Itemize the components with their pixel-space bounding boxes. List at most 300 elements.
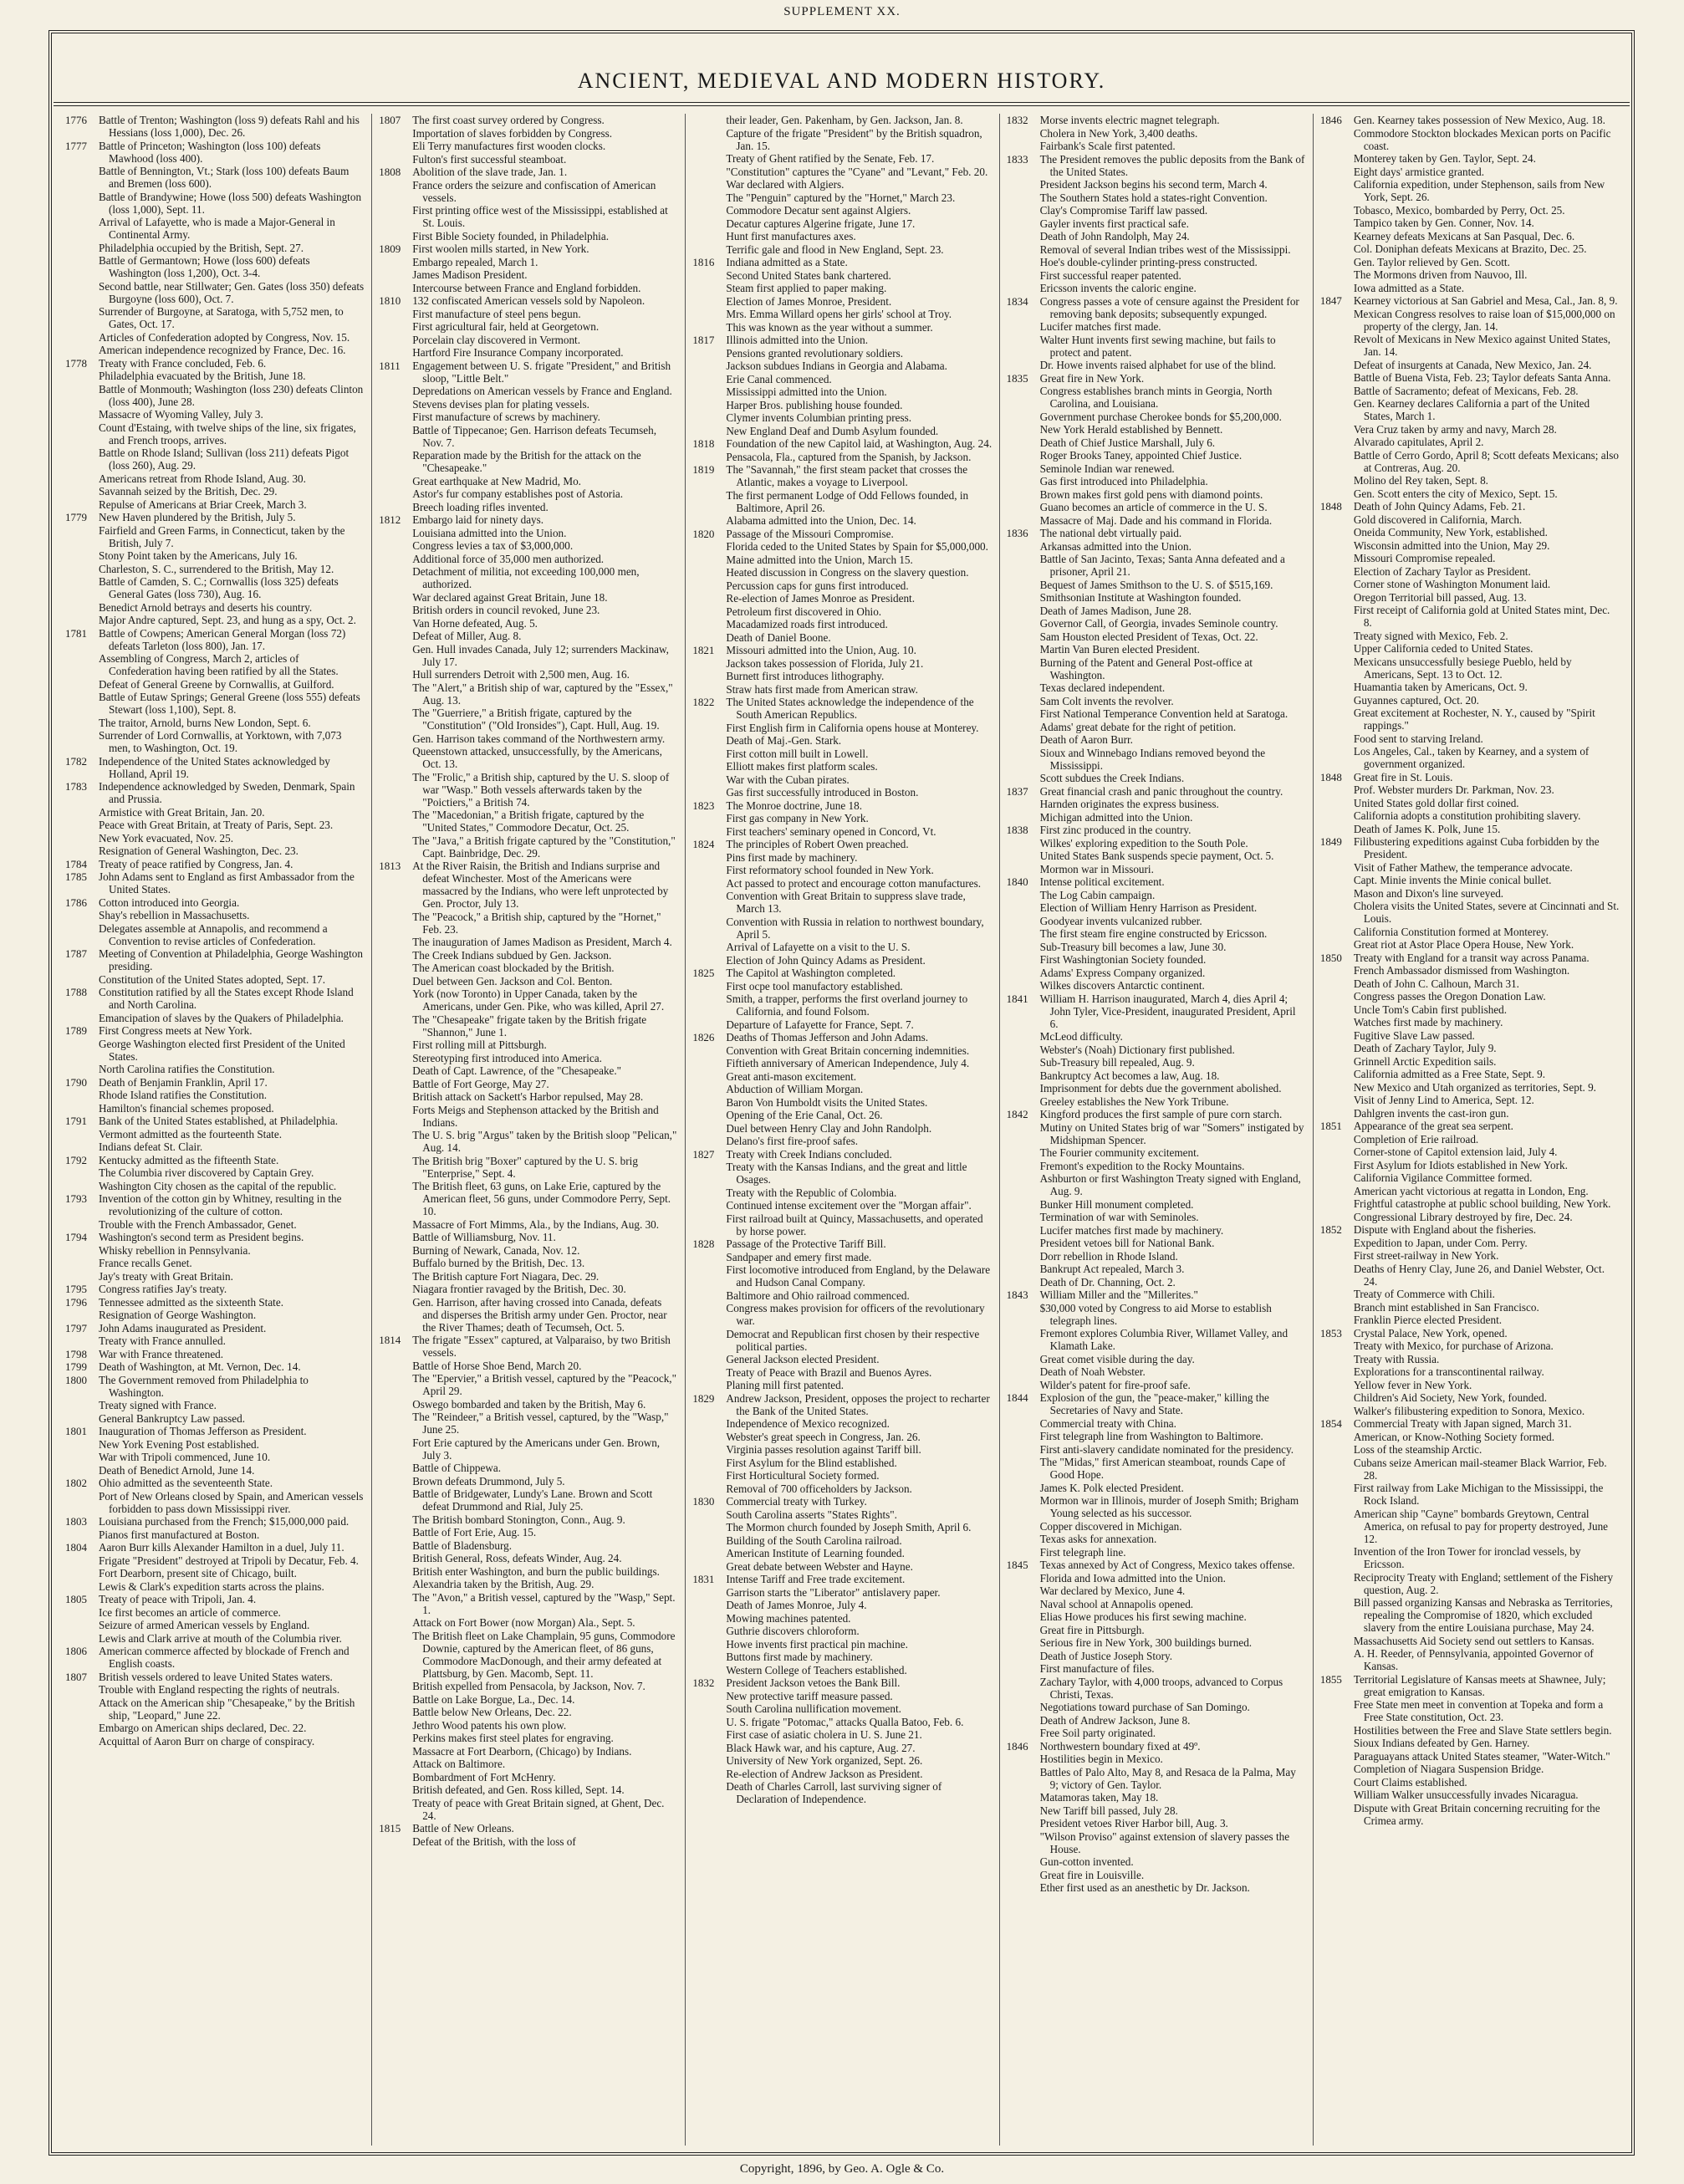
entry-text: Explosion of the gun, the "peace-maker," killing the Secretaries of Navy and State. [1039, 1391, 1269, 1416]
history-entry [692, 308, 992, 320]
entry-year: 1832 [692, 1676, 715, 1689]
history-entry [65, 446, 365, 472]
entry-text: Mutiny on United States brig of war "Somers" instigated by Midshipman Spencer. [1039, 1120, 1304, 1146]
history-entry [65, 691, 365, 716]
history-entry [379, 1372, 678, 1397]
history-entry [379, 591, 678, 604]
entry-text: Buttons first made by machinery. [726, 1651, 873, 1663]
entry-year: 1837 [1006, 784, 1028, 798]
history-entry [65, 819, 365, 831]
entry-text: Guano becomes an article of commerce in the U. S. [1039, 501, 1268, 513]
entry-text: Mrs. Emma Willard opens her girls' school at Troy. [726, 308, 952, 320]
entry-text: Convention with Russia in relation to northwest boundary, April 5. [726, 915, 984, 941]
entry-text: Missouri admitted into the Union, Aug. 10. [726, 644, 916, 656]
entry-text: This was known as the year without a summer. [726, 320, 933, 334]
history-entry [379, 204, 678, 229]
entry-text: Depredations on American vessels by France and England. [412, 385, 672, 397]
history-entry [692, 334, 992, 346]
history-entry [1320, 152, 1620, 165]
entry-text: Invention of the cotton gin by Whitney, resulting in the revolutionizing of the culture of cotton. [99, 1192, 342, 1217]
entry-year: 1816 [692, 256, 715, 268]
entry-text: Resignation of George Washington. [99, 1309, 257, 1321]
entry-text: The "Peacock," a British ship, captured by the "Hornet," Feb. 23. [412, 910, 661, 936]
entry-text: Florida ceded to the United States by Spain for $5,000,000. [726, 540, 988, 553]
history-entry [692, 437, 992, 450]
entry-text: Embargo repealed, March 1. [412, 255, 538, 268]
entry-text: Foundation of the new Capitol laid, at Washington, Aug. 24. [726, 437, 993, 450]
history-entry [1320, 1171, 1620, 1184]
history-entry [65, 1451, 365, 1463]
history-entry [692, 411, 992, 424]
history-entry [379, 513, 678, 526]
entry-text: Philadelphia occupied by the British, Sept. 27. [99, 241, 304, 254]
history-entry [1320, 1146, 1620, 1158]
entry-text: Free State men meet in convention at Topeka and form a Free State constitution, Oct. 23. [1353, 1698, 1604, 1723]
history-entry [692, 631, 992, 644]
entry-text: The U. S. brig "Argus" taken by the British sloop "Pelican," Aug. 14. [412, 1129, 677, 1154]
entry-text: Embargo on American ships declared, Dec. 22. [99, 1722, 307, 1734]
entry-text: Departure of Lafayette for France, Sept. 7. [726, 1018, 914, 1031]
entry-text: The "Avon," a British vessel, captured by the "Wasp," Sept. 1. [412, 1590, 676, 1616]
history-entry [1007, 927, 1306, 940]
entry-text: Porcelain clay discovered in Vermont. [412, 333, 581, 346]
history-entry [1007, 643, 1306, 656]
entry-text: Burning of Newark, Canada, Nov. 12. [412, 1243, 580, 1257]
history-entry [692, 812, 992, 824]
entry-text: The Capitol at Washington completed. [726, 967, 896, 979]
entry-text: American independence recognized by France, Dec. 16. [99, 344, 346, 356]
history-entry [1320, 1391, 1620, 1404]
history-entry [1007, 1030, 1306, 1043]
entry-text: Revolt of Mexicans in New Mexico against United States, Jan. 14. [1353, 333, 1611, 358]
history-entry [1007, 1121, 1306, 1146]
history-entry [1007, 1302, 1306, 1327]
history-entry [379, 1552, 678, 1564]
entry-text: Webster's (Noah) Dictionary first published. [1039, 1043, 1235, 1056]
history-entry [1007, 747, 1306, 772]
history-entry [1320, 1431, 1620, 1443]
entry-text: The Columbia river discovered by Captain Grey. [99, 1166, 314, 1179]
column-2 [372, 114, 686, 2146]
entry-year: 1787 [65, 947, 87, 960]
entry-text: Clymer invents Columbian printing press. [726, 411, 912, 424]
history-entry [379, 1411, 678, 1436]
entry-text: First woolen mills started, in New York. [412, 242, 589, 255]
history-entry [65, 1348, 365, 1360]
entry-text: Illinois admitted into the Union. [726, 334, 868, 346]
history-entry [1007, 1701, 1306, 1713]
entry-text: Cholera in New York, 3,400 deaths. [1039, 126, 1198, 140]
history-entry [1320, 604, 1620, 629]
entry-text: First receipt of California gold at United States mint, Dec. 8. [1353, 604, 1610, 629]
history-entry [379, 527, 678, 539]
entry-text: Sioux Indians defeated by Gen. Harney. [1353, 1737, 1530, 1749]
history-entry [692, 191, 992, 204]
history-entry [1320, 1133, 1620, 1146]
entry-text: Western College of Teachers established. [726, 1663, 907, 1676]
entry-text: Election of John Quincy Adams as President. [726, 953, 926, 967]
entry-text: First anti-slavery candidate nominated for the presidency. [1039, 1442, 1294, 1456]
history-entry [379, 1513, 678, 1526]
history-entry [1007, 1456, 1306, 1481]
entry-text: Mexicans unsuccessfully besiege Pueblo, held by Americans, Sept. 13 to Oct. 12. [1353, 655, 1572, 681]
entry-text: Appearance of the great sea serpent. [1353, 1120, 1513, 1132]
history-entry [1320, 1571, 1620, 1596]
entry-year: 1803 [65, 1515, 87, 1528]
history-entry [692, 1148, 992, 1161]
history-entry [65, 1580, 365, 1593]
history-entry [379, 630, 678, 642]
history-entry [65, 1399, 365, 1411]
history-entry [1007, 488, 1306, 501]
history-entry [65, 1038, 365, 1063]
entry-text: Trouble with the French Ambassador, Genet. [99, 1217, 297, 1231]
entry-text: Treaty of Peace with Brazil and Buenos Ayres. [726, 1365, 932, 1379]
entry-text: Scott subdues the Creek Indians. [1039, 772, 1185, 784]
history-entry [65, 755, 365, 780]
history-entry [65, 165, 365, 190]
entry-year: 1810 [379, 294, 401, 307]
entry-text: North Carolina ratifies the Constitution. [99, 1063, 275, 1075]
entry-year: 1811 [379, 359, 401, 372]
history-entry [692, 1560, 992, 1573]
entry-year: 1807 [379, 114, 401, 126]
history-entry [692, 760, 992, 773]
entry-text: New York evacuated, Nov. 25. [99, 831, 234, 845]
entry-text: Arkansas admitted into the Union. [1039, 539, 1192, 553]
history-entry [1007, 707, 1306, 720]
history-entry [379, 346, 678, 359]
history-entry [65, 1541, 365, 1554]
history-entry [692, 1690, 992, 1702]
history-entry [1007, 178, 1306, 191]
history-entry [1320, 1789, 1620, 1801]
history-entry [65, 1374, 365, 1399]
history-entry [1320, 1003, 1620, 1016]
entry-text: Queenstown attacked, unsuccessfully, by the Americans, Oct. 13. [412, 745, 662, 770]
entry-text: Guyannes captured, Oct. 20. [1353, 693, 1479, 707]
history-entry [1320, 1673, 1620, 1698]
entry-text: Great fire in Louisville. [1039, 1868, 1145, 1881]
entry-text: Hostilities between the Free and Slave State settlers begin. [1353, 1723, 1612, 1737]
entry-text: Forts Meigs and Stephenson attacked by the British and Indians. [412, 1103, 659, 1129]
history-entry [65, 1128, 365, 1140]
entry-text: Delano's first fire-proof safes. [726, 1135, 859, 1147]
history-entry [1320, 964, 1620, 977]
entry-text: Battle of Bladensburg. [412, 1538, 512, 1552]
entry-text: Free Soil party originated. [1039, 1727, 1156, 1739]
entry-text: The "Reindeer," a British vessel, captured, by the "Wasp," June 25. [412, 1411, 669, 1436]
history-entry [1007, 798, 1306, 810]
entry-text: Ashburton or first Washington Treaty signed with England, Aug. 9. [1039, 1172, 1301, 1197]
history-entry [379, 411, 678, 423]
entry-text: Completion of Niagara Suspension Bridge. [1353, 1763, 1544, 1775]
entry-text: John Adams inaugurated as President. [99, 1321, 267, 1334]
entry-text: their leader, Gen. Pakenham, by Gen. Jackson, Jan. 8. [726, 114, 963, 126]
entry-text: Kearney victorious at San Gabriel and Mesa, Cal., Jan. 8, 9. [1353, 294, 1618, 307]
entry-text: Treaty of Ghent ratified by the Senate, Feb. 17. [726, 152, 935, 165]
history-entry [1007, 1559, 1306, 1571]
history-entry [692, 864, 992, 876]
entry-text: Harnden originates the express business. [1039, 798, 1219, 810]
entry-text: Sioux and Winnebago Indians removed beyond the Mississippi. [1039, 746, 1266, 772]
entry-year: 1807 [65, 1670, 87, 1683]
entry-text: Fremont's expedition to the Rocky Mountains. [1039, 1159, 1245, 1172]
entry-text: The President removes the public deposits from the Bank of the United States. [1039, 152, 1305, 178]
history-entry [692, 954, 992, 967]
history-entry [65, 498, 365, 511]
history-entry [1320, 681, 1620, 693]
history-entry [692, 1135, 992, 1147]
entry-year: 1795 [65, 1283, 87, 1295]
history-entry [65, 1218, 365, 1231]
entry-text: Howe invents first practical pin machine. [726, 1637, 908, 1651]
history-entry [692, 1251, 992, 1263]
entry-year: 1814 [379, 1334, 401, 1346]
history-entry [692, 1664, 992, 1676]
entry-text: British defeated, and Gen. Ross killed, Sept. 14. [412, 1783, 625, 1796]
entry-text: Battle of Cowpens; American General Morgan (loss 72) defeats Tarleton (loss 800), Jan. 17. [99, 626, 346, 652]
history-entry [1007, 1044, 1306, 1056]
history-entry [692, 696, 992, 721]
history-entry [65, 408, 365, 421]
history-entry [1320, 1802, 1620, 1827]
history-entry [1007, 772, 1306, 784]
history-entry [1320, 977, 1620, 990]
history-entry [65, 1735, 365, 1748]
entry-text: Battle of Brandywine; Howe (loss 500) defeats Washington (loss 1,000), Sept. 11. [99, 190, 362, 216]
history-entry [1320, 127, 1620, 152]
entry-text: Jethro Wood patents his own plow. [412, 1718, 567, 1732]
entry-text: Stereotyping first introduced into America. [412, 1051, 602, 1064]
entry-text: Treaty with Mexico, for purchase of Arizona. [1353, 1339, 1554, 1352]
history-entry [65, 370, 365, 382]
history-entry [1007, 1069, 1306, 1082]
entry-text: Hamilton's financial schemes proposed. [99, 1101, 274, 1115]
history-entry [692, 1780, 992, 1805]
history-entry [65, 1257, 365, 1269]
entry-text: First railway from Lake Michigan to the Mississippi, the Rock Island. [1353, 1482, 1604, 1507]
history-entry [65, 114, 365, 139]
history-entry [379, 975, 678, 987]
history-entry [1320, 256, 1620, 268]
entry-text: William H. Harrison inaugurated, March 4, dies April 4; John Tyler, Vice-President, inaugurated President, April 6. [1039, 992, 1296, 1030]
history-entry [692, 295, 992, 308]
entry-text: The British capture Fort Niagara, Dec. 29. [412, 1269, 600, 1283]
entry-year: 1789 [65, 1024, 87, 1037]
history-entry [1320, 268, 1620, 281]
entry-text: Lewis & Clark's expedition starts across the plains. [99, 1579, 324, 1593]
entry-text: President vetoes River Harbor bill, Aug. 3. [1039, 1817, 1228, 1829]
entry-text: Seizure of armed American vessels by England. [99, 1619, 310, 1631]
entry-text: Serious fire in New York, 300 buildings burned. [1039, 1636, 1253, 1649]
entry-text: Gen. Hull invades Canada, July 12; surrenders Mackinaw, July 17. [412, 642, 669, 668]
entry-text: Guthrie discovers chloroform. [726, 1625, 860, 1637]
entry-text: Battle of New Orleans. [412, 1822, 514, 1834]
entry-year: 1825 [692, 967, 715, 979]
entry-year: 1831 [692, 1573, 715, 1585]
history-entry [1320, 707, 1620, 732]
entry-text: The Monroe doctrine, June 18. [726, 799, 863, 812]
history-entry [1007, 1520, 1306, 1533]
history-entry [692, 451, 992, 463]
history-entry [379, 1487, 678, 1513]
history-entry [1007, 1379, 1306, 1391]
entry-text: Surrender of Lord Cornwallis, at Yorktown, with 7,073 men, to Washington, Oct. 19. [99, 729, 342, 754]
history-entry [65, 485, 365, 498]
history-entry [65, 331, 365, 344]
entry-year: 1797 [65, 1321, 87, 1334]
entry-text: Fairfield and Green Farms, in Connecticut, taken by the British, July 7. [99, 523, 345, 549]
entry-text: Hartford Fire Insurance Company incorporated. [412, 346, 624, 359]
entry-year: 1834 [1006, 294, 1028, 308]
entry-text: Battle of Monmouth; Washington (loss 230) defeats Clinton (loss 400), June 28. [99, 382, 364, 408]
entry-text: Congress levies a tax of $3,000,000. [412, 539, 574, 552]
history-entry [65, 280, 365, 305]
history-entry [1007, 1636, 1306, 1649]
history-entry [1320, 436, 1620, 448]
history-entry [1007, 979, 1306, 992]
entry-text: First Bible Society founded, in Philadelphia. [412, 229, 609, 242]
entry-text: Greeley establishes the New York Tribune. [1039, 1095, 1229, 1108]
entry-text: Mason and Dixon's line surveyed. [1353, 886, 1504, 900]
history-entry [692, 1599, 992, 1611]
history-entry [1007, 359, 1306, 371]
history-entry [692, 425, 992, 437]
entry-text: Texas annexed by Act of Congress, Mexico takes offense. [1039, 1559, 1295, 1571]
history-entry [379, 475, 678, 487]
history-entry [1007, 1211, 1306, 1223]
entry-year: 1798 [65, 1347, 87, 1360]
entry-text: Delegates assemble at Annapolis, and recommend a Convention to revise articles of Confederation. [99, 921, 328, 947]
entry-year: 1799 [65, 1360, 87, 1373]
entry-text: Iowa admitted as a State. [1353, 281, 1465, 294]
entry-text: Battle of Tippecanoe; Gen. Harrison defeats Tecumseh, Nov. 7. [412, 423, 657, 449]
entry-text: Oneida Community, New York, established. [1353, 526, 1548, 538]
history-entry [1007, 1417, 1306, 1430]
history-entry [692, 114, 992, 126]
history-entry [1007, 1753, 1306, 1765]
history-entry [1320, 1223, 1620, 1236]
entry-text: British enter Washington, and burn the public buildings. [412, 1564, 660, 1578]
history-entry [692, 773, 992, 786]
entry-text: Independence acknowledged by Sweden, Denmark, Spain and Prussia. [99, 780, 355, 805]
history-entry [1007, 1869, 1306, 1881]
history-entry [692, 204, 992, 217]
entry-text: John Adams sent to England as first Ambassador from the United States. [99, 870, 355, 896]
entry-text: Petroleum first discovered in Ohio. [726, 605, 882, 618]
history-entry [65, 549, 365, 562]
entry-text: Great anti-mason excitement. [726, 1069, 857, 1083]
entry-text: Great fire in Pittsburgh. [1039, 1623, 1145, 1636]
history-entry [1320, 1596, 1620, 1634]
history-entry [1007, 475, 1306, 487]
entry-text: Death of Aaron Burr. [1039, 733, 1133, 746]
history-entry [692, 566, 992, 579]
entry-text: Great fire in New York. [1039, 371, 1145, 385]
entry-year: 1836 [1006, 527, 1028, 539]
entry-text: First National Temperance Convention held at Saratoga. [1039, 707, 1289, 720]
entry-text: Governor Call, of Georgia, invades Seminole country. [1039, 617, 1278, 630]
history-entry [1320, 578, 1620, 590]
history-entry [692, 1495, 992, 1508]
history-entry [692, 243, 992, 256]
history-entry [379, 385, 678, 397]
entry-text: The first coast survey ordered by Congress. [412, 114, 605, 126]
entry-text: Louisiana admitted into the Union. [412, 526, 567, 539]
entry-text: The British fleet, 63 guns, on Lake Erie, captured by the American fleet, 56 guns, under Commodore Perry, Sept. 10. [412, 1180, 671, 1217]
history-entry [65, 1464, 365, 1477]
entry-text: Dispute with England about the fisheries. [1353, 1223, 1537, 1236]
history-entry [379, 1783, 678, 1796]
entry-text: Sam Houston elected President of Texas, Oct. 22. [1039, 630, 1258, 643]
entry-text: Attack on Fort Bower (now Morgan) Ala., Sept. 5. [412, 1616, 635, 1629]
entry-year: 1821 [692, 644, 715, 656]
entry-text: Stevens devises plan for plating vessels. [412, 397, 589, 411]
entry-text: Death of John Randolph, May 24. [1039, 230, 1190, 242]
entry-text: Pensions granted revolutionary soldiers. [726, 346, 904, 360]
history-entry [692, 890, 992, 915]
history-entry [65, 1166, 365, 1179]
history-entry [1320, 1339, 1620, 1352]
history-entry [1320, 694, 1620, 707]
history-entry [1320, 1353, 1620, 1365]
history-entry [65, 421, 365, 446]
entry-year: 1785 [65, 870, 87, 883]
entry-text: First telegraph line from Washington to Baltimore. [1039, 1430, 1263, 1442]
entry-text: Great earthquake at New Madrid, Mo. [412, 474, 581, 487]
entry-text: Death of Noah Webster. [1039, 1365, 1146, 1378]
entry-text: Negotiations toward purchase of San Domingo. [1039, 1701, 1250, 1713]
history-entry [692, 605, 992, 618]
history-entry [379, 1565, 678, 1578]
entry-year: 1828 [692, 1237, 715, 1250]
entry-text: Fugitive Slave Law passed. [1353, 1028, 1475, 1042]
entry-text: Zachary Taylor, with 4,000 troops, advanced to Corpus Christi, Texas. [1039, 1675, 1283, 1701]
history-entry [1320, 1763, 1620, 1775]
history-entry [1007, 514, 1306, 527]
entry-text: Matamoras taken, May 18. [1039, 1791, 1159, 1804]
history-entry [692, 670, 992, 682]
entry-text: Florida and Iowa admitted into the Union. [1039, 1571, 1226, 1584]
history-entry [1007, 1327, 1306, 1352]
history-entry [1007, 282, 1306, 294]
entry-text: General Bankruptcy Law passed. [99, 1411, 246, 1425]
history-entry [379, 1155, 678, 1180]
history-entry [65, 242, 365, 254]
entry-text: Battles of Palo Alto, May 8, and Resaca de la Palma, May 9; victory of Gen. Taylor. [1039, 1765, 1296, 1791]
history-entry [692, 1768, 992, 1780]
history-entry [692, 1482, 992, 1495]
history-entry [379, 1244, 678, 1257]
history-entry [1320, 552, 1620, 564]
entry-text: Benedict Arnold betrays and deserts his country. [99, 600, 313, 614]
entry-text: Election of William Henry Harrison as President. [1039, 901, 1258, 914]
entry-year: 1793 [65, 1192, 87, 1205]
entry-text: Great fire in St. Louis. [1353, 770, 1453, 783]
history-entry [379, 1706, 678, 1718]
column-4 [1000, 114, 1314, 2146]
history-entry [65, 1012, 365, 1024]
history-entry [379, 707, 678, 732]
history-entry [379, 1283, 678, 1295]
history-entry [1007, 630, 1306, 643]
history-entry [692, 321, 992, 334]
entry-year: 1830 [692, 1495, 715, 1508]
entry-text: The Mormons driven from Nauvoo, Ill. [1353, 268, 1528, 281]
history-entry [379, 1758, 678, 1770]
history-entry [1320, 1379, 1620, 1391]
